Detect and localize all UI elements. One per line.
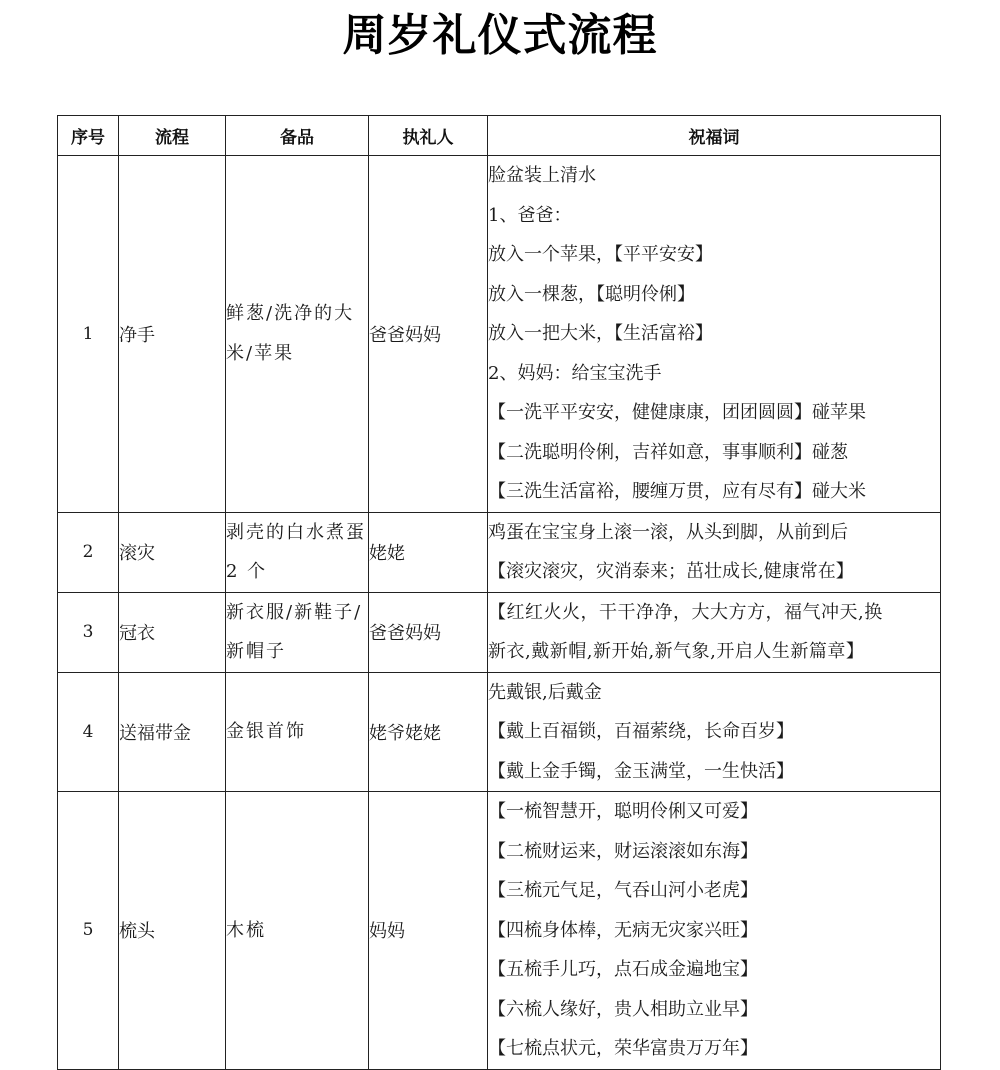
row-step: 送福带金 bbox=[119, 672, 226, 792]
blessing-line: 【滚灾滚灾，灾消泰来；茁壮成长,健康常在】 bbox=[488, 561, 854, 582]
blessing-line: 【二梳财运来，财运滚滚如东海】 bbox=[488, 840, 758, 862]
row-number: 1 bbox=[58, 156, 119, 513]
header-blessing: 祝福词 bbox=[488, 116, 941, 156]
row-person: 爸爸妈妈 bbox=[369, 156, 488, 513]
row-items: 新衣服/新鞋子/新帽子 bbox=[226, 592, 369, 672]
row-person: 姥爷姥姥 bbox=[369, 672, 488, 792]
header-person: 执礼人 bbox=[369, 116, 488, 156]
row-items: 剥壳的白水煮蛋 2 个 bbox=[226, 512, 369, 592]
blessing-line: 【七梳点状元，荣华富贵万万年】 bbox=[488, 1038, 758, 1059]
table-row bbox=[58, 512, 941, 592]
row-person: 妈妈 bbox=[369, 792, 488, 1070]
table-row bbox=[58, 792, 941, 1070]
page-title: 周岁礼仪式流程 bbox=[342, 10, 658, 61]
blessing-line: 鸡蛋在宝宝身上滚一滚，从头到脚，从前到后 bbox=[488, 521, 848, 543]
row-step: 梳头 bbox=[119, 792, 226, 1070]
blessing-line: 1、爸爸： bbox=[488, 204, 572, 226]
blessing-line: 【三洗生活富裕，腰缠万贯，应有尽有】碰大米 bbox=[488, 481, 866, 502]
blessing-line: 【五梳手儿巧，点石成金遍地宝】 bbox=[488, 959, 758, 980]
blessing-line: 【戴上百福锁，百福萦绕，长命百岁】 bbox=[488, 721, 794, 742]
blessing-line: 【红红火火，干干净净，大大方方，福气冲天,换 bbox=[488, 601, 883, 623]
row-person: 爸爸妈妈 bbox=[369, 592, 488, 672]
row-items: 金银首饰 bbox=[226, 672, 369, 792]
row-step: 净手 bbox=[119, 156, 226, 513]
blessing-line: 2、妈妈：给宝宝洗手 bbox=[488, 362, 662, 384]
blessing-line: 先戴银,后戴金 bbox=[488, 681, 602, 703]
row-number: 3 bbox=[58, 592, 119, 672]
blessing-line: 放入一棵葱，【聪明伶俐】 bbox=[488, 283, 695, 305]
row-blessing bbox=[488, 672, 941, 792]
blessing-line: 【三梳元气足，气吞山河小老虎】 bbox=[488, 880, 758, 901]
row-items: 木梳 bbox=[226, 792, 369, 1070]
row-number: 4 bbox=[58, 672, 119, 792]
blessing-line: 【六梳人缘好，贵人相助立业早】 bbox=[488, 998, 758, 1020]
header-number: 序号 bbox=[58, 116, 119, 156]
row-blessing bbox=[488, 792, 941, 1070]
table-header-row bbox=[58, 116, 941, 156]
table-row bbox=[58, 672, 941, 792]
header-items: 备品 bbox=[226, 116, 369, 156]
ceremony-process-table bbox=[57, 115, 941, 1070]
row-number: 2 bbox=[58, 512, 119, 592]
header-step: 流程 bbox=[119, 116, 226, 156]
blessing-line: 【一梳智慧开，聪明伶俐又可爱】 bbox=[488, 801, 758, 822]
blessing-line: 【戴上金手镯，金玉满堂，一生快活】 bbox=[488, 760, 794, 782]
row-number: 5 bbox=[58, 792, 119, 1070]
row-blessing bbox=[488, 156, 941, 513]
row-step: 滚灾 bbox=[119, 512, 226, 592]
blessing-line: 放入一把大米，【生活富裕】 bbox=[488, 323, 713, 344]
table-row bbox=[58, 156, 941, 513]
blessing-line: 脸盆装上清水 bbox=[488, 165, 596, 186]
row-blessing bbox=[488, 512, 941, 592]
table-row bbox=[58, 592, 941, 672]
blessing-line: 放入一个苹果，【平平安安】 bbox=[488, 244, 713, 265]
blessing-line: 新衣,戴新帽,新开始,新气象,开启人生新篇章】 bbox=[488, 641, 865, 662]
blessing-line: 【一洗平平安安，健健康康，团团圆圆】碰苹果 bbox=[488, 402, 866, 423]
row-person: 姥姥 bbox=[369, 512, 488, 592]
row-step: 冠衣 bbox=[119, 592, 226, 672]
blessing-line: 【四梳身体棒，无病无灾家兴旺】 bbox=[488, 919, 758, 941]
row-items: 鲜葱/洗净的大米/苹果 bbox=[226, 156, 369, 513]
row-blessing bbox=[488, 592, 941, 672]
blessing-line: 【二洗聪明伶俐，吉祥如意，事事顺利】碰葱 bbox=[488, 441, 848, 463]
